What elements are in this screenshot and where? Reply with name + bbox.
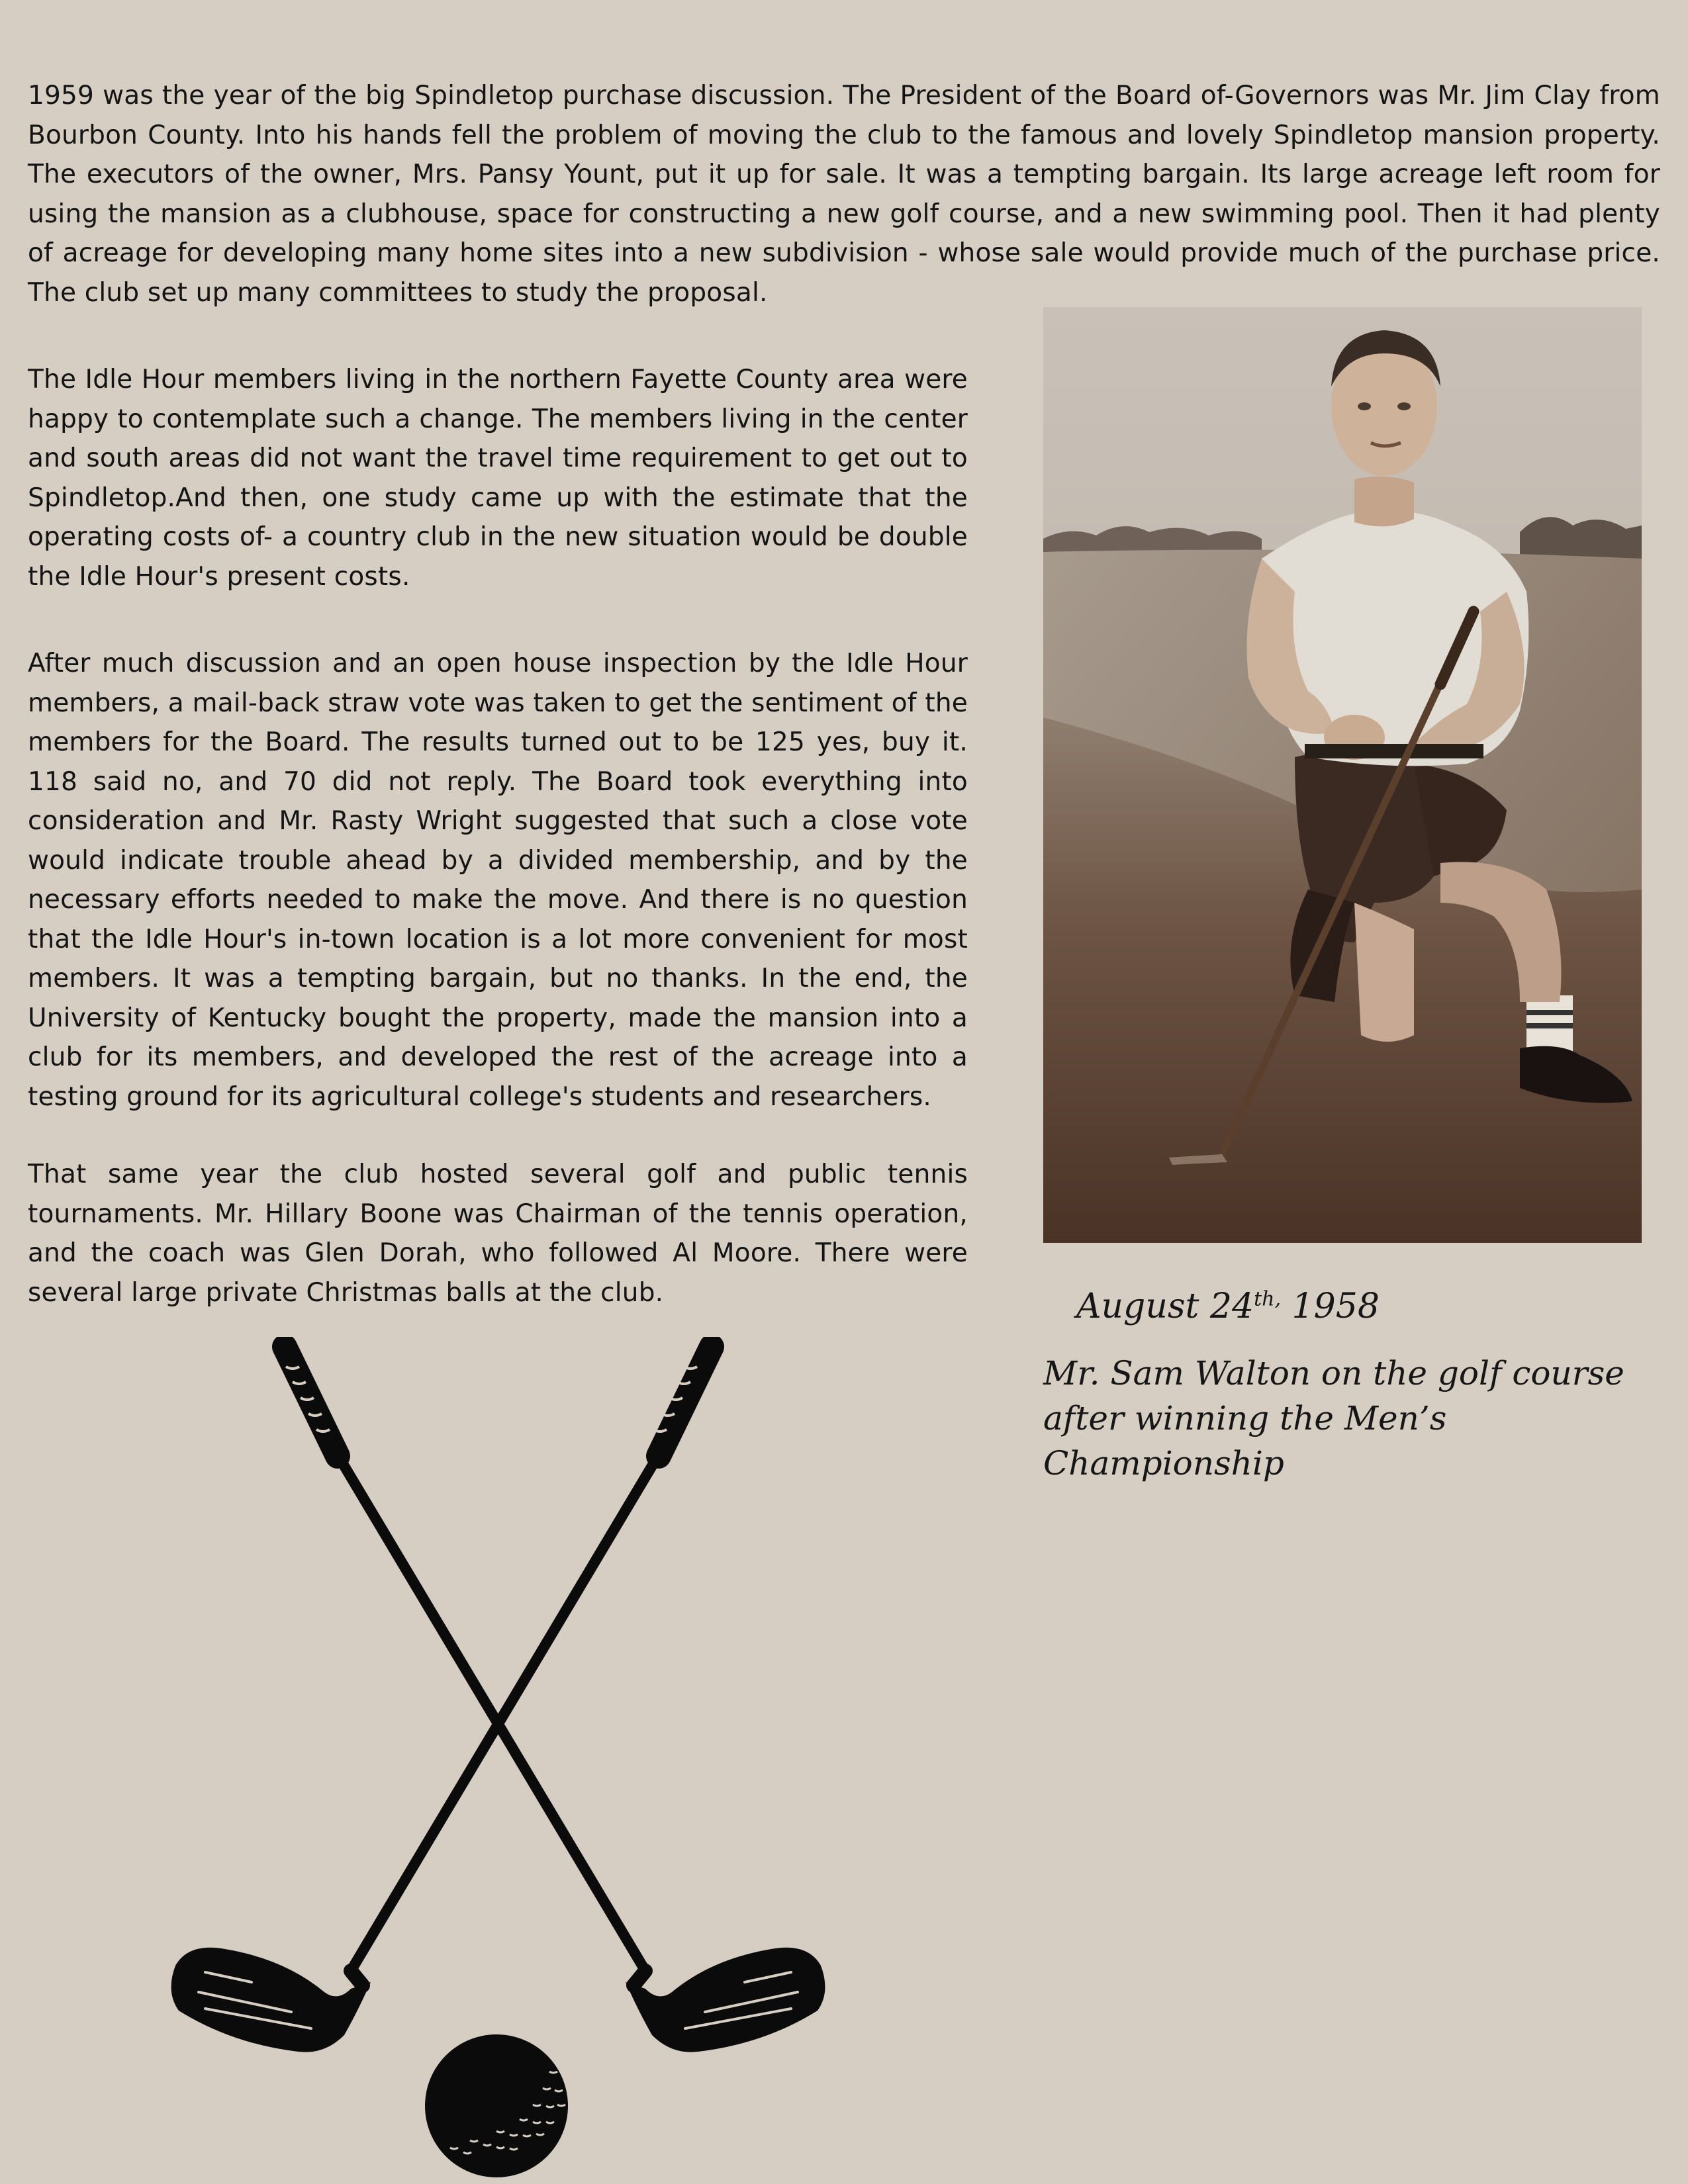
paragraph-spindletop-intro: 1959 was the year of the big Spindletop purchase discussion. The President of the Board of-Governors was Mr. Jim Clay from Bourbon County. Into his hands fell the problem of moving the club to the famous and lovely Spindletop mansion property. The executors of the owner, Mrs. Pansy Yount, put it up for sale. It was a tempting bargain. Its large acreage left room for using the mansion as a clubhouse, space for constructing a new golf course, and a new swimming pool. Then it had plenty of acreage for developing many home sites into a new subdivision - whose sale would provide much of the purchase price. The club set up many committees to study the proposal. [28,81,1660,308]
caption-date-year: 1958 [1281,1287,1380,1326]
paragraph-member-opinions: The Idle Hour members living in the northern Fayette County area were happy to contemplate such a change. The members living in the center and south areas did not want the travel time requirement to get out to Spindletop.And then, one study came up with the estimate that the operating costs of- a country club in the new situation would be double the Idle Hour's present costs. [28,365,968,592]
photo-date-caption [1076,1284,1380,1329]
paragraph-straw-vote: After much discussion and an open house inspection by the Idle Hour members, a mail-back straw vote was taken to get the sentiment of the members for the Board. The results turned out to be 125 yes, buy it. 118 said no, and 70 did not reply. The Board took everything into consideration and Mr. Rasty Wright suggested that such a close vote would indicate trouble ahead by a divided membership, and by the necessary efforts needed to make the move. And there is no question that the Idle Hour's in-town location is a lot more convenient for most members. It was a tempting bargain, but no thanks. In the end, the University of Kentucky bought the property, made the mansion into a club for its members, and developed the rest of the acreage into a testing ground for its agricultural college's students and researchers. [28,649,968,1112]
caption-date-suffix: th, [1254,1287,1282,1311]
caption-date-prefix: August 24 [1076,1287,1254,1326]
crossed-golf-clubs-icon [152,1337,841,2177]
golfer-photo [1043,307,1642,1243]
photo-caption-text: Mr. Sam Walton on the golf course after winning the Men’s Championship [1043,1354,1624,1482]
paragraph-tournaments: That same year the club hosted several golf and public tennis tournaments. Mr. Hillary Boone was Chairman of the tennis operation, and the coach was Glen Dorah, who followed Al Moore. There were several large private Christmas balls at the club. [28,1160,968,1308]
